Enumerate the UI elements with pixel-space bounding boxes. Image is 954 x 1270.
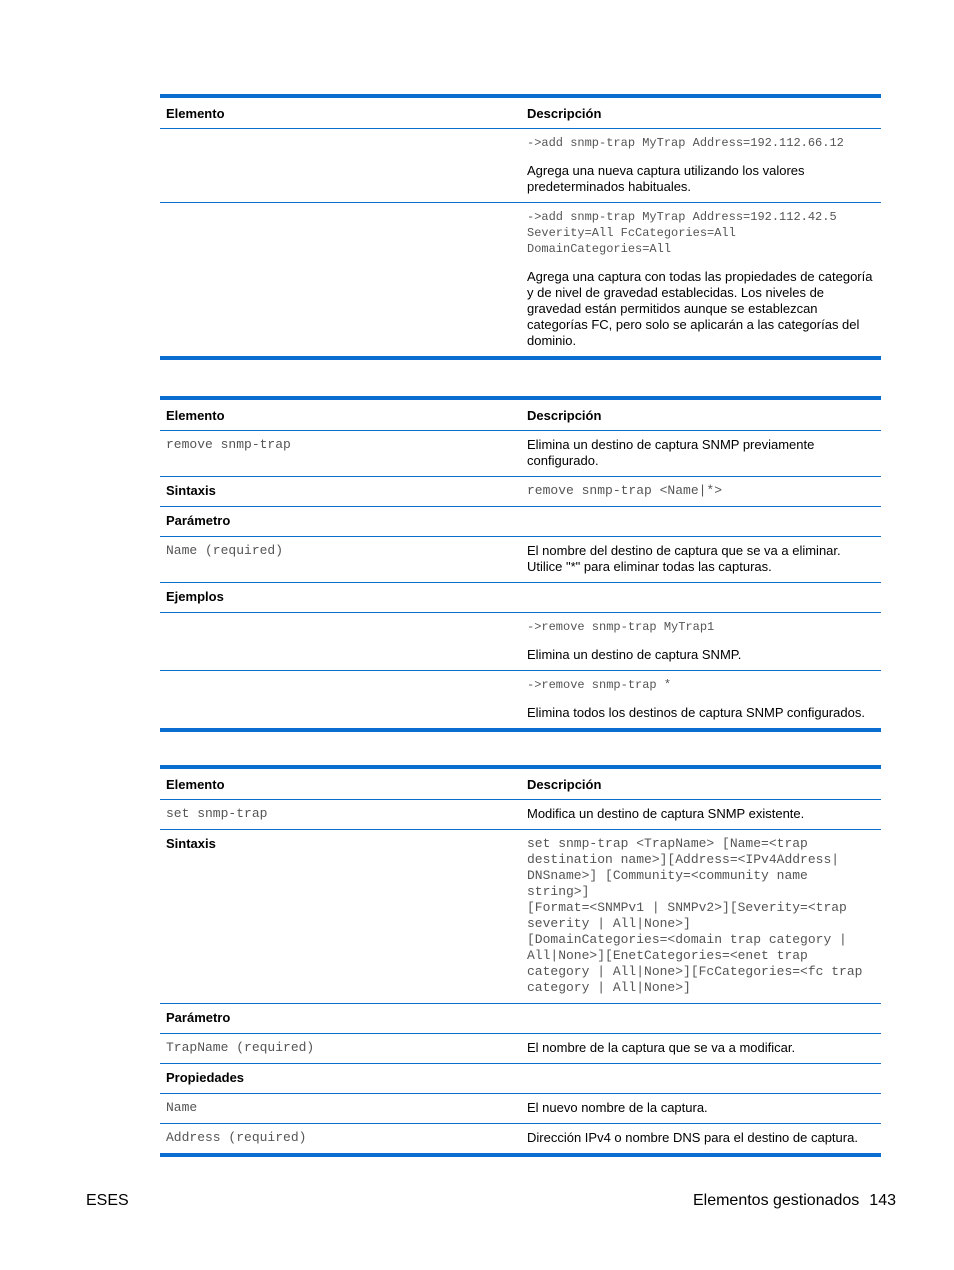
parameter-description: El nombre del destino de captura que se va a eliminar. Utilice "*" para eliminar todas las capturas. bbox=[521, 537, 881, 583]
element-cell bbox=[160, 129, 521, 203]
property-name: Name bbox=[160, 1094, 521, 1124]
remove-snmp-trap-table bbox=[160, 396, 881, 732]
syntax-label: Sintaxis bbox=[160, 477, 521, 507]
example-description: Agrega una captura con todas las propiedades de categoría y de nivel de gravedad establecidas. Los niveles de gravedad están permitidos aunque se establezcan categorías FC, pero solo se aplicarán a las categorías del dominio. bbox=[527, 269, 873, 348]
table-header-row bbox=[160, 96, 881, 129]
column-header-descripcion: Descripción bbox=[521, 398, 881, 431]
description-cell bbox=[521, 613, 881, 671]
command-name: remove snmp-trap bbox=[160, 431, 521, 477]
examples-table-add bbox=[160, 94, 881, 360]
table-row bbox=[160, 583, 881, 613]
table-row bbox=[160, 1064, 881, 1094]
table-row bbox=[160, 537, 881, 583]
command-name: set snmp-trap bbox=[160, 800, 521, 830]
examples-label: Ejemplos bbox=[160, 583, 521, 613]
footer-section-title: Elementos gestionados bbox=[692, 1192, 860, 1209]
description-cell bbox=[521, 129, 881, 203]
empty-cell bbox=[521, 1064, 881, 1094]
example-description: Elimina un destino de captura SNMP. bbox=[527, 647, 742, 662]
syntax-value: set snmp-trap <TrapName> [Name=<trap destination name>][Address=<IPv4Address| DNSname>] [Community=<community name string>] [Format=<SNMPv1 | SNMPv2>][Severity=<trap severity | All|None>] [DomainCategories=<domain trap category | All|None>][EnetCategories=<enet trap category | All|None>][FcCategories=<fc trap category | All|None>] bbox=[521, 830, 881, 1004]
command-description: Elimina un destino de captura SNMP previamente configurado. bbox=[521, 431, 881, 477]
table-header-row bbox=[160, 767, 881, 800]
parameter-name: Name (required) bbox=[160, 537, 521, 583]
parameter-label: Parámetro bbox=[160, 507, 521, 537]
example-command: ->remove snmp-trap MyTrap1 bbox=[527, 620, 715, 634]
example-command: ->remove snmp-trap * bbox=[527, 678, 672, 692]
example-description: Agrega una nueva captura utilizando los valores predeterminados habituales. bbox=[527, 163, 805, 194]
footer-section bbox=[693, 1192, 896, 1210]
table-row bbox=[160, 613, 881, 671]
parameter-label: Parámetro bbox=[160, 1004, 521, 1034]
table-row bbox=[160, 129, 881, 203]
syntax-value: remove snmp-trap <Name|*> bbox=[521, 477, 881, 507]
page-number: 143 bbox=[869, 1192, 896, 1209]
table-row bbox=[160, 1094, 881, 1124]
table-row bbox=[160, 507, 881, 537]
example-command: ->add snmp-trap MyTrap Address=192.112.66.12 bbox=[527, 136, 844, 150]
column-header-descripcion: Descripción bbox=[521, 96, 881, 129]
description-cell bbox=[521, 203, 881, 359]
element-cell bbox=[160, 613, 521, 671]
table-row bbox=[160, 1124, 881, 1156]
footer-locale: ESES bbox=[86, 1192, 129, 1209]
property-description: El nuevo nombre de la captura. bbox=[521, 1094, 881, 1124]
table-row bbox=[160, 203, 881, 359]
table-row bbox=[160, 1034, 881, 1064]
properties-label: Propiedades bbox=[160, 1064, 521, 1094]
column-header-elemento: Elemento bbox=[160, 96, 521, 129]
element-cell bbox=[160, 203, 521, 359]
element-cell bbox=[160, 671, 521, 731]
syntax-label: Sintaxis bbox=[160, 830, 521, 1004]
table-row bbox=[160, 431, 881, 477]
table-header-row bbox=[160, 398, 881, 431]
property-name: Address (required) bbox=[166, 1130, 307, 1145]
empty-cell bbox=[521, 583, 881, 613]
table-row bbox=[160, 671, 881, 731]
example-description: Elimina todos los destinos de captura SNMP configurados. bbox=[527, 705, 865, 720]
set-snmp-trap-table bbox=[160, 765, 881, 1157]
column-header-elemento: Elemento bbox=[160, 398, 521, 431]
command-description: Modifica un destino de captura SNMP existente. bbox=[521, 800, 881, 830]
parameter-description: El nombre de la captura que se va a modificar. bbox=[521, 1034, 881, 1064]
column-header-descripcion: Descripción bbox=[521, 767, 881, 800]
table-row bbox=[160, 830, 881, 1004]
description-cell bbox=[521, 671, 881, 731]
property-description: Dirección IPv4 o nombre DNS para el destino de captura. bbox=[527, 1130, 858, 1145]
column-header-elemento: Elemento bbox=[160, 767, 521, 800]
example-command: ->add snmp-trap MyTrap Address=192.112.42.5 Severity=All FcCategories=All DomainCategories=All bbox=[527, 210, 837, 256]
empty-cell bbox=[521, 507, 881, 537]
parameter-name: TrapName (required) bbox=[160, 1034, 521, 1064]
table-row bbox=[160, 477, 881, 507]
table-row bbox=[160, 1004, 881, 1034]
table-row bbox=[160, 800, 881, 830]
empty-cell bbox=[521, 1004, 881, 1034]
